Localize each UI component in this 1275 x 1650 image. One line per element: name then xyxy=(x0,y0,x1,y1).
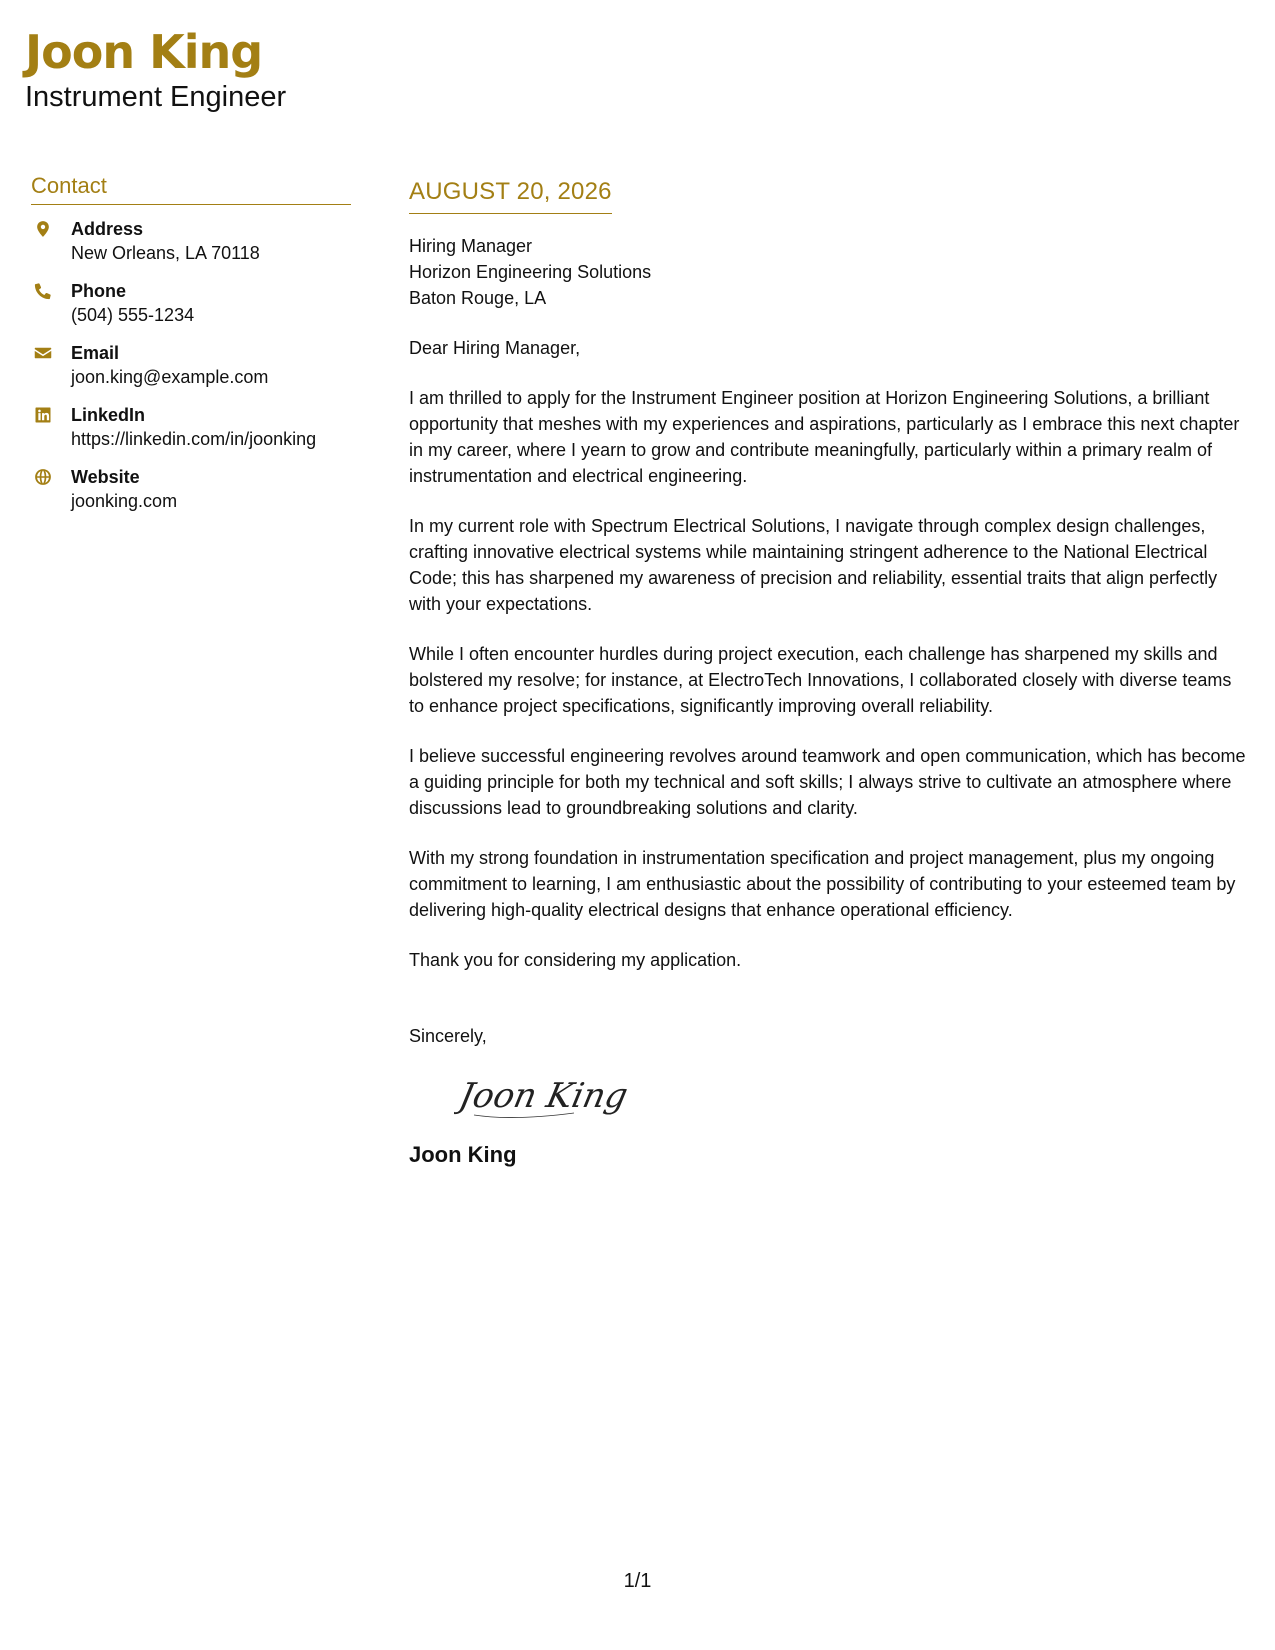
contact-item-website xyxy=(31,465,351,513)
contact-label: Address xyxy=(71,219,144,239)
email-link[interactable]: joon.king@example.com xyxy=(71,367,269,387)
closing: Sincerely, xyxy=(409,1026,487,1046)
address-value: New Orleans, LA 70118 xyxy=(71,243,260,263)
contact-item-email xyxy=(31,341,351,389)
contact-item-address xyxy=(31,217,351,265)
contact-section-title: Contact xyxy=(31,172,351,205)
recipient-block xyxy=(409,233,1249,311)
letter-paragraph: While I often encounter hurdles during project execution, each challenge has sharpened my skills and bolstered my resolve; for instance, at ElectroTech Innovations, I collaborated closely with diverse teams to enhance project specifications, significantly improving overall reliability. xyxy=(409,644,1232,716)
phone-value: (504) 555-1234 xyxy=(71,305,195,325)
linkedin-icon xyxy=(33,405,53,425)
letter-date: AUGUST 20, 2026 xyxy=(409,176,612,214)
job-title: Instrument Engineer xyxy=(25,81,287,113)
letter-paragraph: In my current role with Spectrum Electrical Solutions, I navigate through complex design challenges, crafting innovative electrical systems while maintaining stringent adherence to the National Electrical Code; this has sharpened my awareness of precision and reliability, essential traits that align perfectly with your expectations. xyxy=(409,516,1218,614)
recipient-line: Horizon Engineering Solutions xyxy=(409,262,652,282)
recipient-line: Baton Rouge, LA xyxy=(409,288,547,308)
envelope-icon xyxy=(33,343,53,363)
page-number: 1/1 xyxy=(623,1570,652,1592)
signed-name: Joon King xyxy=(409,1142,517,1167)
contact-label: LinkedIn xyxy=(71,405,146,425)
header xyxy=(25,22,286,114)
letter-paragraph: With my strong foundation in instrumentation specification and project management, plus my ongoing commitment to learning, I am enthusiastic about the possibility of contributing to your esteemed team by delivering high-quality electrical designs that enhance operational efficiency. xyxy=(409,848,1236,920)
contact-item-linkedin xyxy=(31,403,351,451)
letter-body xyxy=(409,176,1249,1169)
recipient-line: Hiring Manager xyxy=(409,236,533,256)
contact-label: Email xyxy=(71,343,120,363)
website-link[interactable]: joonking.com xyxy=(71,491,178,511)
linkedin-link[interactable]: https://linkedin.com/in/joonking xyxy=(71,429,317,449)
svg-text:Joon King: Joon King xyxy=(455,1076,632,1116)
letter-paragraph: I believe successful engineering revolves around teamwork and open communication, which has become a guiding principle for both my technical and soft skills; I always strive to cultivate an atmosphere where discussions lead to groundbreaking solutions and clarity. xyxy=(409,746,1246,818)
phone-icon xyxy=(33,281,53,301)
applicant-name: Joon King xyxy=(25,25,263,79)
contact-sidebar xyxy=(31,172,351,527)
salutation: Dear Hiring Manager, xyxy=(409,338,581,358)
contact-label: Phone xyxy=(71,281,127,301)
location-pin-icon xyxy=(33,219,53,239)
contact-list xyxy=(31,217,351,513)
letter-paragraph: Thank you for considering my application. xyxy=(409,950,742,970)
letter-paragraph: I am thrilled to apply for the Instrument Engineer position at Horizon Engineering Solutions, a brilliant opportunity that meshes with my experiences and aspirations, particularly as I embrace this next chapter in my career, where I yearn to grow and contribute meaningfully, particularly within a primary realm of instrumentation and electrical engineering. xyxy=(409,388,1240,486)
globe-icon xyxy=(33,467,53,487)
handwritten-signature xyxy=(454,1067,634,1127)
contact-item-phone xyxy=(31,279,351,327)
contact-label: Website xyxy=(71,467,140,487)
